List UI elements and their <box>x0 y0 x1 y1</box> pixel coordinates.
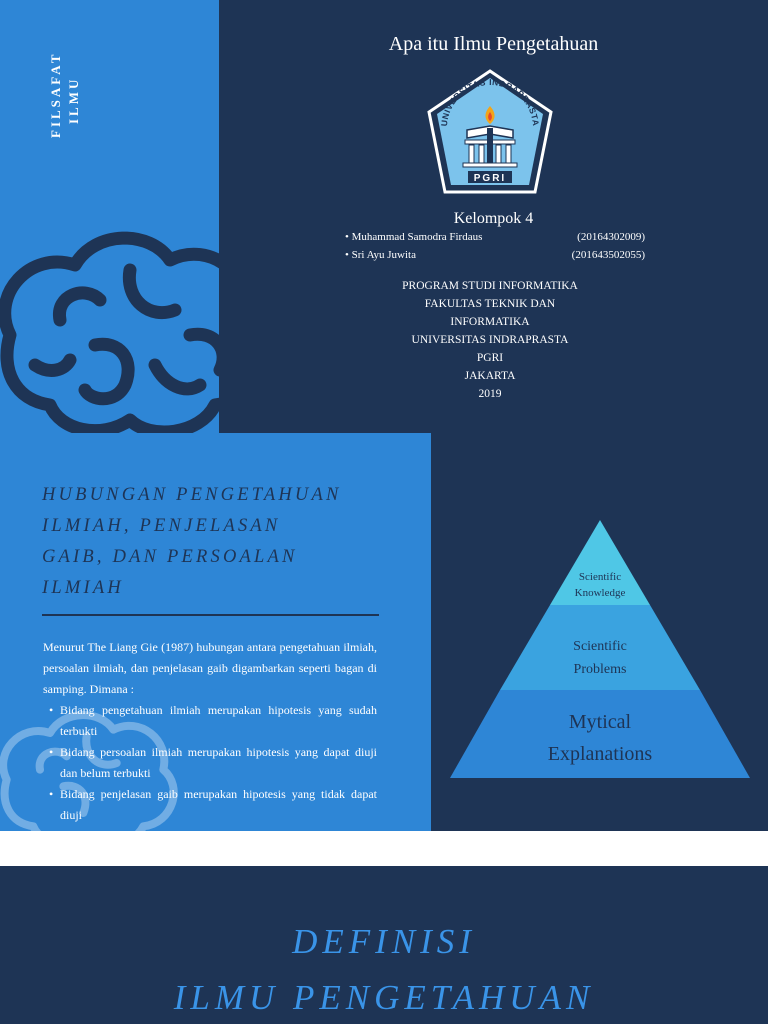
pyramid-bottom-label-1: Mytical <box>568 711 632 733</box>
logo-arc-text: UNIVERSITAS INDRAPRASTA <box>438 76 542 127</box>
member-name: • Muhammad Samodra Firdaus <box>345 231 483 243</box>
bullet-item: • Bidang persoalan ilmiah merupakan hipotesis yang dapat diuji dan belum terbukti <box>43 742 377 784</box>
bullet-list <box>43 700 377 826</box>
heading-line: HUBUNGAN PENGETAHUAN <box>42 485 342 505</box>
member-id: (20164302009) <box>577 231 645 243</box>
group-title: Kelompok 4 <box>453 210 534 227</box>
intro-paragraph: Menurut The Liang Gie (1987) hubungan antara pengetahuan ilmiah, persoalan ilmiah, dan penjelasan gaib digambarkan seperti bagan di samping. Dimana : <box>43 640 377 696</box>
cover-title: Apa itu Ilmu Pengetahuan <box>388 33 599 55</box>
program-line: JAKARTA <box>464 370 516 382</box>
vertical-title-line-1: FILSAFAT <box>48 51 63 138</box>
university-logo <box>425 68 555 196</box>
member-row <box>345 231 645 243</box>
member-row <box>345 249 645 261</box>
pyramid-top-label-1: Scientific <box>578 571 622 583</box>
logo-badge-text: PGRI <box>473 173 507 184</box>
bullet-item: • Bidang penjelasan gaib merupakan hipotesis yang tidak dapat diuji <box>43 784 377 826</box>
program-line: UNIVERSITAS INDRAPRASTA <box>411 334 569 346</box>
slide-cover <box>0 0 768 433</box>
knowledge-pyramid <box>448 518 752 780</box>
program-line: PGRI <box>476 352 504 364</box>
pyramid-top-label-2: Knowledge <box>574 587 626 599</box>
pyramid-middle-label-1: Scientific <box>573 639 627 654</box>
divider <box>42 614 379 616</box>
text-panel <box>0 433 431 831</box>
pyramid-bottom-label-2: Explanations <box>547 743 653 765</box>
program-line: PROGRAM STUDI INFORMATIKA <box>402 280 578 292</box>
left-panel <box>0 0 219 433</box>
heading-line: ILMIAH <box>42 578 124 598</box>
slide-separator <box>0 831 768 866</box>
member-name: • Sri Ayu Juwita <box>345 249 416 261</box>
definition-title-line-2: ILMU PENGETAHUAN <box>173 978 595 1017</box>
heading-line: GAIB, DAN PERSOALAN <box>42 547 298 567</box>
program-info <box>379 277 601 403</box>
bullet-item: • Bidang pengetahuan ilmiah merupakan hipotesis yang sudah terbukti <box>43 700 377 742</box>
vertical-title <box>46 42 86 152</box>
vertical-title-line-2: ILMU <box>66 76 81 124</box>
heading-line: ILMIAH, PENJELASAN <box>42 516 281 536</box>
member-id: (201643502055) <box>571 249 645 261</box>
program-line: INFORMATIKA <box>450 316 530 328</box>
slide-relationship <box>0 433 768 866</box>
slide-definition <box>0 866 768 1024</box>
pyramid-middle-label-2: Problems <box>573 662 627 677</box>
program-line: FAKULTAS TEKNIK DAN <box>424 298 556 310</box>
body-text <box>43 637 377 826</box>
definition-title-line-1: DEFINISI <box>292 922 476 961</box>
program-line: 2019 <box>478 388 502 400</box>
brain-icon <box>0 225 219 433</box>
section-heading <box>42 480 392 604</box>
